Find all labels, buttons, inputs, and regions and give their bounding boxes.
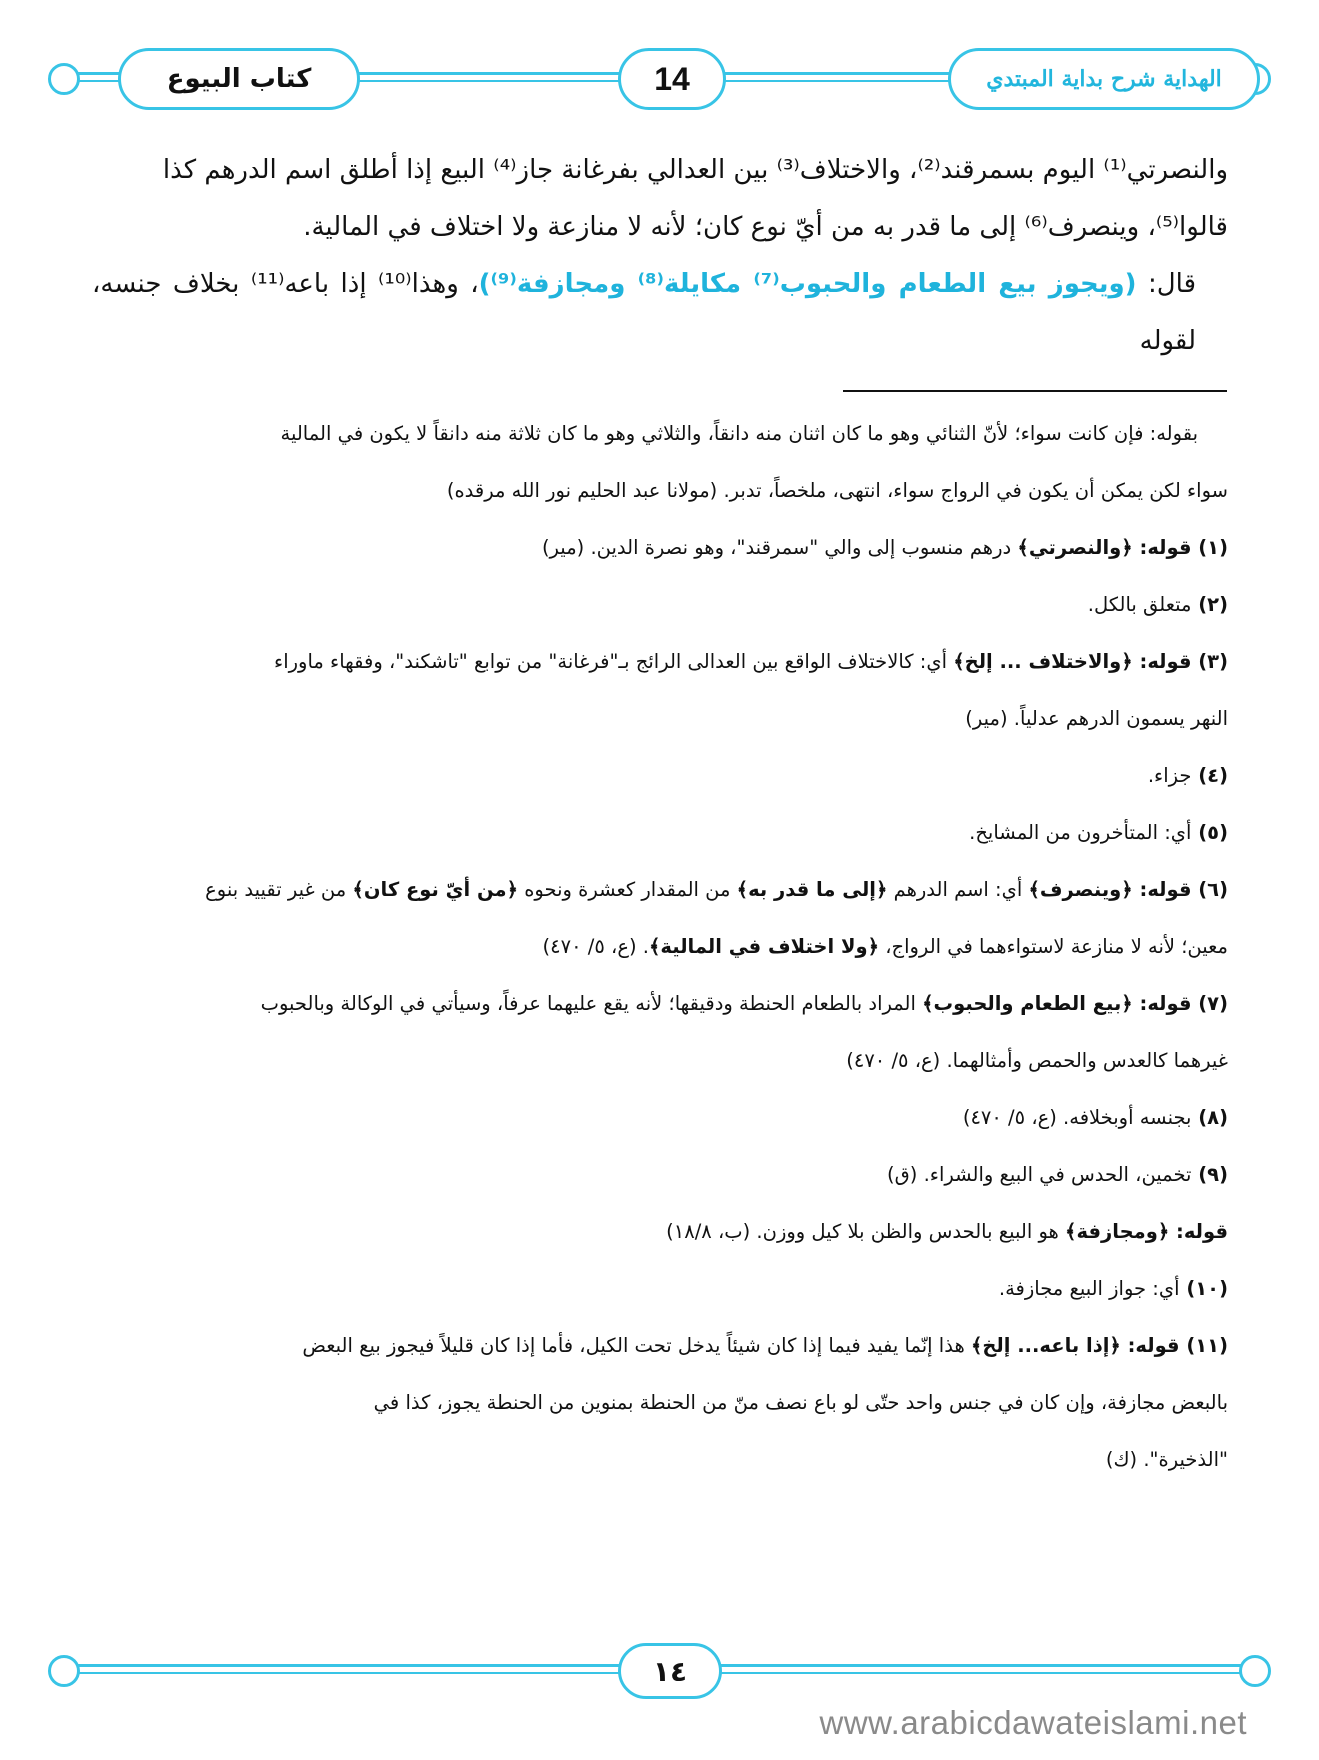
main-text-line-2: قالوا⁽⁵⁾، وينصرف⁽⁶⁾ إلى ما قدر به من أيّ نوع كان؛ لأنه لا منازعة ولا اختلاف في المالية.	[303, 212, 1228, 242]
main-text-line-3	[92, 256, 1228, 370]
footnote-6-continued: معين؛ لأنه لا منازعة لاستواءهما في الرواج، ﴿ولا اختلاف في المالية﴾. (ع، ٥/ ٤٧٠)	[542, 935, 1228, 958]
footnote-11-continued: بالبعض مجازفة، وإن كان في جنس واحد حتّى لو باع نصف منّ من الحنطة بمنوين من الحنطة يجوز، كذا في	[373, 1391, 1228, 1414]
footnote-4: (٤) جزاء.	[1147, 764, 1228, 787]
footnote-intro-line-2: سواء لكن يمكن أن يكون في الرواج سواء، انتهى، ملخصاً، تدبر. (مولانا عبد الحليم نور الله مرقده)	[446, 479, 1228, 502]
footnote-3-continued: النهر يسمون الدرهم عدلياً. (مير)	[965, 707, 1228, 730]
footnotes	[92, 405, 1228, 1488]
page-number-header: 14	[618, 48, 726, 110]
main-text-line-3-end: ، وهذا⁽¹⁰⁾ إذا باعه⁽¹¹⁾ بخلاف جنسه، لقوله	[92, 269, 1196, 356]
footnote-9-extra: قوله: ﴿ومجازفة﴾ هو البيع بالحدس والظن بلا كيل ووزن. (ب، ١٨/٨)	[666, 1220, 1228, 1243]
qala-label: قال:	[1136, 269, 1196, 299]
footnote-divider	[843, 390, 1227, 392]
footnote-5: (٥) أي: المتأخرون من المشايخ.	[969, 821, 1228, 844]
footnote-7-continued: غيرهما كالعدس والحمص وأمثالهما. (ع، ٥/ ٤٧٠)	[846, 1049, 1228, 1072]
footnote-9: (٩) تخمين، الحدس في البيع والشراء. (ق)	[887, 1163, 1228, 1186]
footnote-intro-line-1: بقوله: فإن كانت سواء؛ لأنّ الثنائي وهو ما كان اثنان منه دانقاً، والثلاثي وهو ما كان ثلاثة منه دانقاً لا يكون في المالية	[280, 422, 1198, 445]
book-title: كتاب البيوع	[118, 48, 360, 110]
header-ornament-left	[48, 63, 80, 95]
page-number-footer: ١٤	[618, 1643, 722, 1699]
main-text-line-1: والنصرتي⁽¹⁾ اليوم بسمرقند⁽²⁾، والاختلاف⁽³⁾ بين العدالي بفرغانة جاز⁽⁴⁾ البيع إذا أطلق اسم الدرهم كذا	[162, 155, 1228, 185]
footnote-1: (١) قوله: ﴿والنصرتي﴾ درهم منسوب إلى والي "سمرقند"، وهو نصرة الدين. (مير)	[541, 536, 1228, 559]
footnote-10: (١٠) أي: جواز البيع مجازفة.	[998, 1277, 1228, 1300]
website-watermark: www.arabicdawateislami.net	[819, 1704, 1247, 1741]
work-title-calligraphy: الهداية شرح بداية المبتدي	[948, 48, 1260, 110]
footer-ornament-right	[1239, 1655, 1271, 1687]
footnote-3: (٣) قوله: ﴿والاختلاف ... إلخ﴾ أي: كالاختلاف الواقع بين العدالى الرائج بـ"فرغانة" من توابع "تاشكند"، وفقهاء ماوراء	[274, 650, 1228, 673]
footer-ornament-left	[48, 1655, 80, 1687]
footnote-7: (٧) قوله: ﴿بيع الطعام والحبوب﴾ المراد بالطعام الحنطة ودقيقها؛ لأنه يقع عليهما عرفاً، وسيأتي في الوكالة وبالحبوب	[260, 992, 1228, 1015]
matn-quote: (ويجوز بيع الطعام والحبوب⁽⁷⁾ مكايلة⁽⁸⁾ ومجازفة⁽⁹⁾)	[478, 269, 1137, 299]
footnote-11-continued-2: "الذخيرة". (ك)	[1105, 1448, 1228, 1471]
footnote-6: (٦) قوله: ﴿وينصرف﴾ أي: اسم الدرهم ﴿إلى ما قدر به﴾ من المقدار كعشرة ونحوه ﴿من أيّ نوع كان﴾ من غير تقييد بنوع	[205, 878, 1228, 901]
footnote-2: (٢) متعلق بالكل.	[1087, 593, 1228, 616]
footnote-11: (١١) قوله: ﴿إذا باعه... إلخ﴾ هذا إنّما يفيد فيما إذا كان شيئاً يدخل تحت الكيل، فأما إذا كان قليلاً فيجوز بيع البعض	[302, 1334, 1228, 1357]
footnote-8: (٨) بجنسه أوبخلافه. (ع، ٥/ ٤٧٠)	[962, 1106, 1228, 1129]
